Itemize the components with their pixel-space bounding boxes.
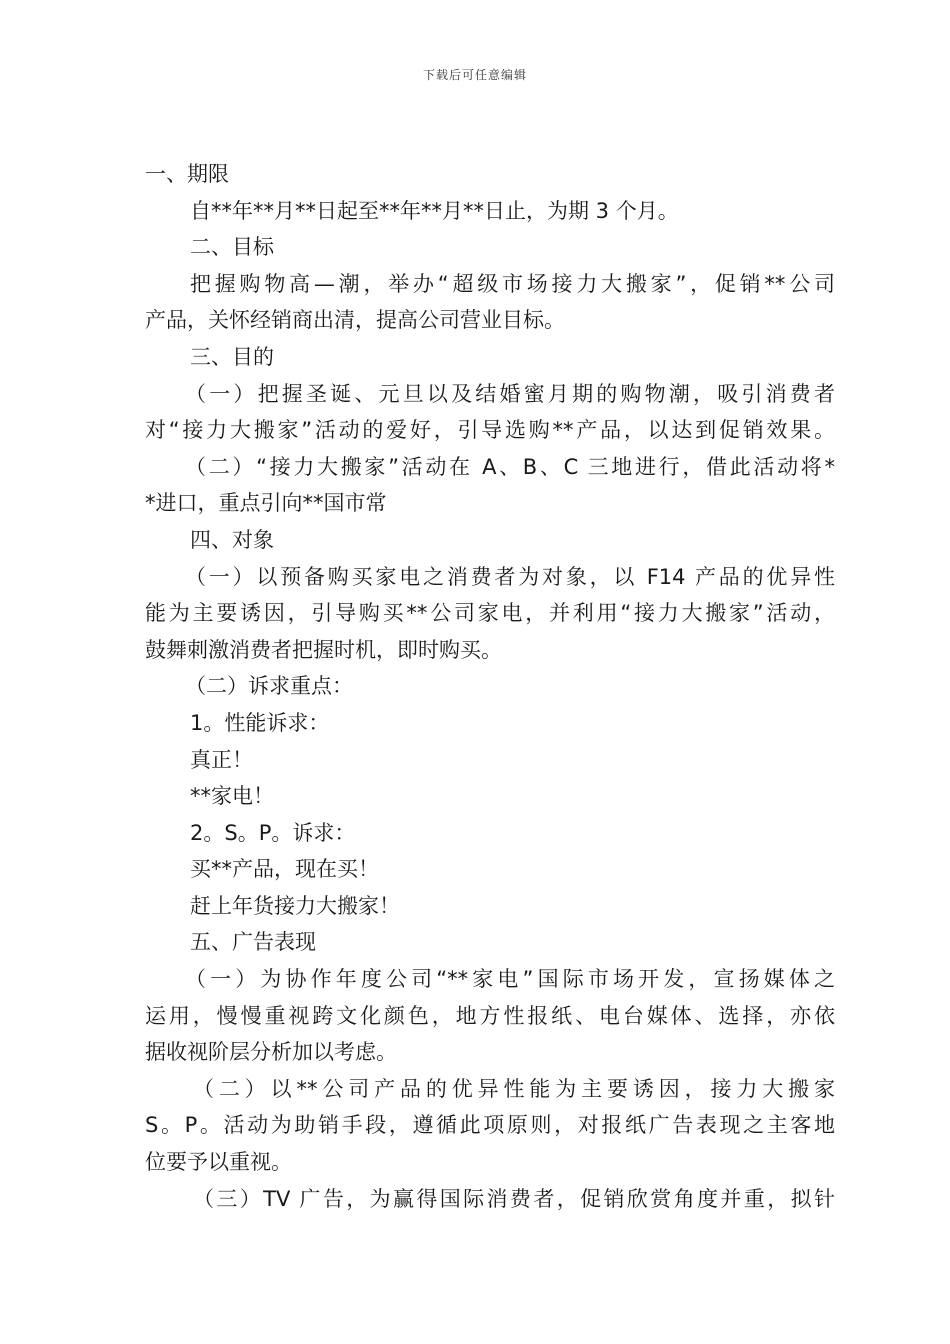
paragraph-line: 据收视阶层分析加以考虑。 xyxy=(145,1040,397,1065)
paragraph-line: 一、期限 xyxy=(145,162,229,186)
paragraph-line: 买**产品，现在买！ xyxy=(190,857,379,882)
paragraph-line: S。P。活动为助销手段，遵循此项原则，对报纸广告表现之主客地 xyxy=(145,1113,835,1138)
paragraph-line: 对“接力大搬家”活动的爱好，引导选购**产品，以达到促销效果。 xyxy=(145,418,835,443)
paragraph-line: 鼓舞刺激消费者把握时机，即时购买。 xyxy=(145,637,502,662)
paragraph-line: （三）TV 广告，为赢得国际消费者，促销欣赏角度并重，拟针 xyxy=(193,1186,835,1211)
paragraph-line: 四、对象 xyxy=(190,527,274,552)
paragraph-line: 2。S。P。诉求： xyxy=(190,820,356,845)
paragraph-line: 运用，慢慢重视跨文化颜色，地方性报纸、电台媒体、选择，亦依 xyxy=(145,1003,835,1028)
paragraph-line: （一）把握圣诞、元旦以及结婚蜜月期的购物潮，吸引消费者 xyxy=(185,381,835,406)
paragraph-line: 1。性能诉求： xyxy=(190,710,330,735)
paragraph-line: 位要予以重视。 xyxy=(145,1150,292,1175)
paragraph-line: 三、目的 xyxy=(190,344,274,369)
paragraph-line: （一）为协作年度公司“**家电”国际市场开发，宣扬媒体之 xyxy=(185,967,835,992)
page-header: 下载后可任意编辑 xyxy=(422,68,527,82)
paragraph-line: 赶上年货接力大搬家！ xyxy=(190,893,400,918)
paragraph-line: （一）以预备购买家电之消费者为对象，以 F14 产品的优异性 xyxy=(185,564,835,589)
paragraph-line: 五、广告表现 xyxy=(190,930,316,955)
paragraph-line: 把握购物高—潮，举办“超级市场接力大搬家”，促销**公司 xyxy=(190,271,835,296)
document-body xyxy=(145,156,835,1217)
paragraph-line: 自**年**月**日起至**年**月**日止，为期 3 个月。 xyxy=(190,198,679,223)
paragraph-line: *进口，重点引向**国市常 xyxy=(145,491,387,516)
paragraph-line: 能为主要诱因，引导购买**公司家电，并利用“接力大搬家”活动， xyxy=(145,601,835,626)
paragraph-line: 产品，关怀经销商出清，提高公司营业目标。 xyxy=(145,308,565,333)
paragraph-line: （二）“接力大搬家”活动在 A、B、C 三地进行，借此活动将* xyxy=(185,454,835,479)
paragraph-line: 真正！ xyxy=(190,747,253,772)
paragraph-line: （二）以**公司产品的优异性能为主要诱因，接力大搬家 xyxy=(193,1076,835,1101)
paragraph-line: （二）诉求重点： xyxy=(185,674,353,699)
paragraph-line: 二、目标 xyxy=(190,235,274,260)
paragraph-line: **家电！ xyxy=(190,784,274,809)
